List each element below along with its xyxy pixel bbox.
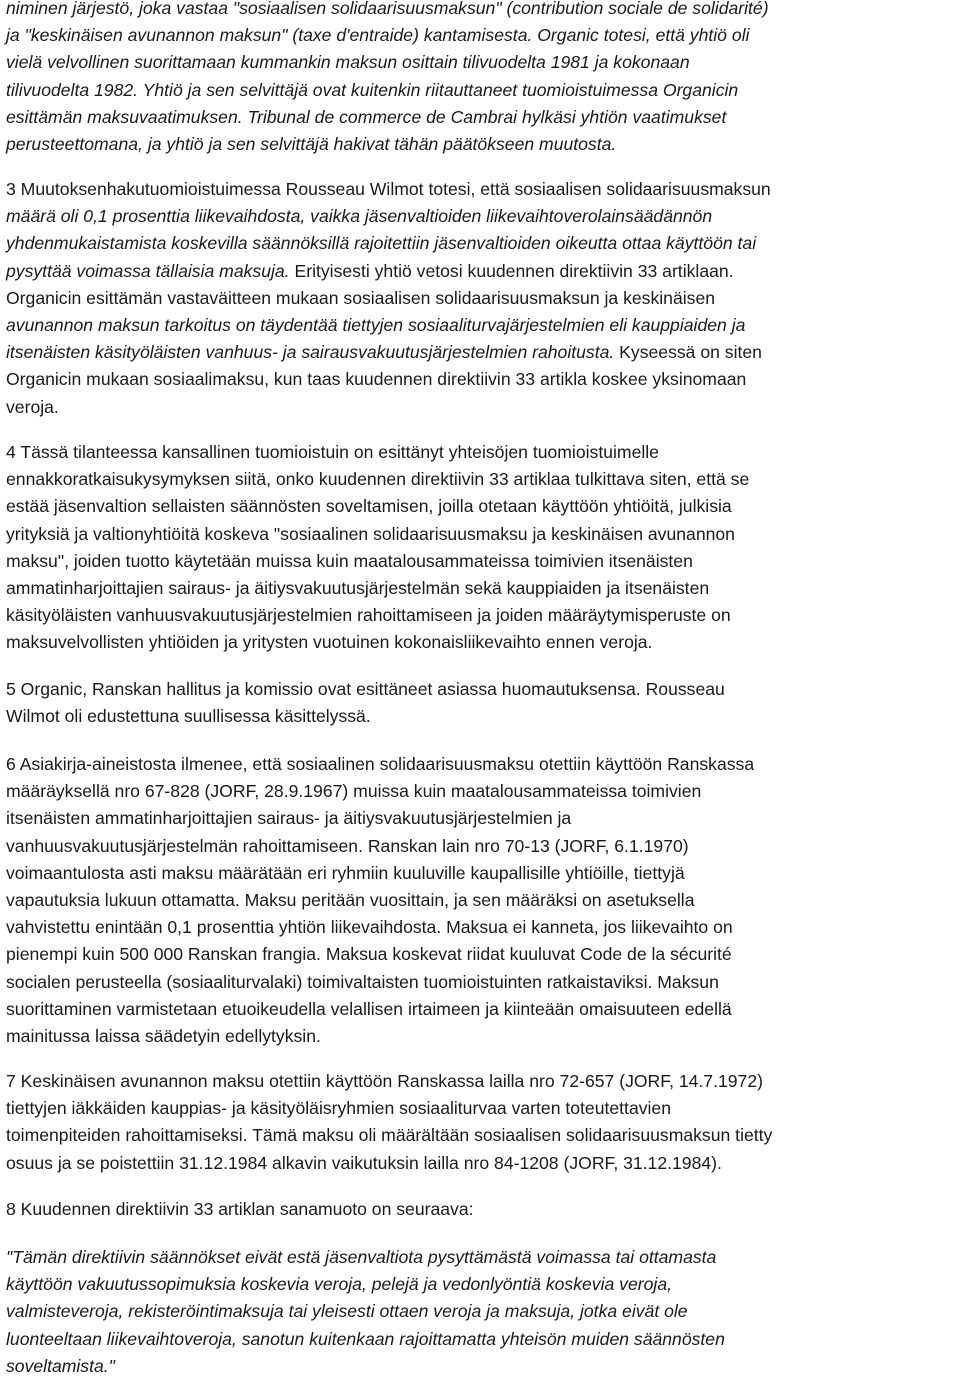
text-run: veroja. xyxy=(6,396,59,417)
text-run: Kyseessä on siten xyxy=(619,342,762,363)
paragraph-line xyxy=(6,394,771,421)
text-run: yrityksiä ja valtionyhtiöitä koskeva "sosiaalinen solidaarisuusmaksu ja keskinäisen avunannon xyxy=(6,523,735,544)
text-run: 6 Asiakirja-aineistosta ilmenee, että sosiaalinen solidaarisuusmaksu otettiin käyttöön Ranskassa xyxy=(6,754,755,774)
paragraph-p4 xyxy=(6,439,749,657)
text-run: tilivuodelta 1982. xyxy=(6,79,143,100)
text-run: perusteettomana, ja yhtiö ja sen selvittäjä hakivat tähän päätökseen muutosta. xyxy=(6,134,617,155)
text-run: suorittaminen varmistetaan etuoikeudella velallisen irtaimeen ja kiinteään omaisuuteen edellä xyxy=(6,998,732,1019)
text-run: itsenäisten ammatinharjoittajien sairaus- ja äitiysvakuutusjärjestelmien ja xyxy=(6,808,572,829)
text-run: pienempi kuin 500 000 Ranskan frangia. Maksua koskevat riidat kuuluvat Code de la sécurité xyxy=(6,944,732,965)
paragraph-line xyxy=(6,1298,725,1325)
paragraph-p3 xyxy=(6,176,771,421)
paragraph-line xyxy=(6,1353,725,1380)
paragraph-line xyxy=(6,285,771,312)
text-run: niminen järjestö, joka vastaa "sosiaalisen solidaarisuusmaksun" (contribution sociale de solidarité) xyxy=(6,0,769,18)
text-run: estää jäsenvaltion sellaisten säännösten soveltamisen, joilla otetaan käyttöön yhtiöitä, julkisia xyxy=(6,496,732,517)
text-run: "Tämän direktiivin säännökset eivät estä jäsenvaltiota pysyttämästä voimassa tai ottamasta xyxy=(6,1247,717,1267)
text-run: 7 Keskinäisen avunannon maksu otettiin käyttöön Ranskassa lailla nro 72-657 (JORF, 14.7.1972) xyxy=(6,1071,763,1091)
text-run: Organicin esittämän vastaväitteen mukaan sosiaalisen solidaarisuusmaksun ja keskinäisen xyxy=(6,287,716,308)
text-run: itsenäisten käsityöläisten vanhuus- ja sairausvakuutusjärjestelmien rahoitusta. xyxy=(6,342,620,363)
paragraph-line xyxy=(6,805,754,832)
text-run: 8 Kuudennen direktiivin 33 artiklan sanamuoto on seuraava: xyxy=(6,1199,474,1219)
paragraph-line xyxy=(6,1326,725,1353)
paragraph-line xyxy=(6,969,754,996)
text-run: Tribunal de commerce de Cambrai hylkäsi yhtiön vaatimukset xyxy=(247,106,727,127)
text-run: osuus ja se poistettiin 31.12.1984 alkavin vaikutuksin lailla nro 84-1208 (JORF, 31.12.1984). xyxy=(6,1152,722,1173)
text-run: ja "keskinäisen avunannon maksun" (taxe d'entraide) kantamisesta. Organic totesi, että yhtiö oli xyxy=(6,25,750,46)
paragraph-line xyxy=(6,1271,725,1298)
paragraph-p9 xyxy=(6,1244,725,1380)
paragraph-line xyxy=(6,439,749,466)
paragraph-line xyxy=(6,176,771,203)
text-run: tiettyjen iäkkäiden kauppias- ja käsityöläisryhmien sosiaaliturvaa varten toteutettavien xyxy=(6,1098,672,1119)
paragraph-line xyxy=(6,996,754,1023)
text-run: yhdenmukaistamista koskevilla säännöksillä rajoitettiin jäsenvaltioiden oikeutta ottaa käyttöön tai xyxy=(6,233,757,254)
paragraph-line xyxy=(6,751,754,778)
paragraph-line xyxy=(6,1095,772,1122)
paragraph-line xyxy=(6,104,769,131)
paragraph-line xyxy=(6,230,771,257)
text-run: voimaantulosta asti maksu määrätään eri ryhmiin kuuluville kaupallisille yhtiöille, tiettyjä xyxy=(6,862,685,883)
text-run: Wilmot oli edustettuna suullisessa käsittelyssä. xyxy=(6,706,371,727)
paragraph-line xyxy=(6,203,771,230)
text-run: vapautuksia lukuun ottamatta. Maksu peritään vuosittain, ja sen määräksi on asetuksella xyxy=(6,890,695,911)
text-run: vielä velvollinen suorittamaan kummankin maksun osittain tilivuodelta 1981 ja kokonaan xyxy=(6,52,690,73)
text-run: socialen perusteella (sosiaaliturvalaki) toimivaltaisten tuomioistuinten ratkaistaviksi. Maksun xyxy=(6,971,719,992)
paragraph-line xyxy=(6,0,769,22)
paragraph-line xyxy=(6,466,749,493)
text-run: maksuvelvollisten yhtiöiden ja yritysten vuotuinen kokonaisliikevaihto ennen veroja. xyxy=(6,632,653,653)
paragraph-line xyxy=(6,493,749,520)
paragraph-line xyxy=(6,548,749,575)
paragraph-line xyxy=(6,833,754,860)
paragraph-line xyxy=(6,49,769,76)
paragraph-line xyxy=(6,1122,772,1149)
text-run: luonteeltaan liikevaihtoveroja, sanotun kuitenkaan rajoittamatta yhteisön muiden säännösten xyxy=(6,1328,725,1349)
paragraph-line xyxy=(6,77,769,104)
text-run: soveltamista." xyxy=(6,1355,115,1376)
paragraph-p-intro xyxy=(6,0,769,158)
paragraph-line xyxy=(6,339,771,366)
text-run: 4 Tässä tilanteessa kansallinen tuomioistuin on esittänyt yhteisöjen tuomioistuimelle xyxy=(6,442,659,462)
paragraph-p5 xyxy=(6,676,725,730)
paragraph-line xyxy=(6,1023,754,1050)
text-run: Erityisesti yhtiö vetosi kuudennen direktiivin 33 artiklaan. xyxy=(294,260,734,281)
paragraph-p7 xyxy=(6,1068,772,1177)
text-run: vahvistettu enintään 0,1 prosenttia yhtiön liikevaihdosta. Maksua ei kanneta, jos liikevaihto on xyxy=(6,917,733,938)
text-run: mainitussa laissa säädetyin edellytyksin. xyxy=(6,1026,321,1047)
text-run: Organicin mukaan sosiaalimaksu, kun taas kuudennen direktiivin 33 artikla koskee yksinomaan xyxy=(6,369,747,390)
text-run: pysyttää voimassa tällaisia maksuja. xyxy=(6,260,295,281)
text-run: ammatinharjoittajien sairaus- ja äitiysvakuutusjärjestelmän sekä kauppiaiden ja itsenäisten xyxy=(6,578,710,599)
paragraph-line xyxy=(6,575,749,602)
text-run: Yhtiö ja sen selvittäjä ovat kuitenkin riitauttaneet tuomioistuimessa Organicin xyxy=(142,79,739,100)
text-run: avunannon maksun tarkoitus on täydentää tiettyjen sosiaaliturvajärjestelmien eli kauppiaiden ja xyxy=(6,315,746,336)
text-run: 5 Organic, Ranskan hallitus ja komissio ovat esittäneet asiassa huomautuksensa. Rousseau xyxy=(6,679,725,699)
text-run: maksu", joiden tuotto käytetään muissa kuin maatalousammateissa toimivien itsenäisten xyxy=(6,550,693,571)
paragraph-line xyxy=(6,521,749,548)
paragraph-line xyxy=(6,312,771,339)
text-run: esittämän maksuvaatimuksen. xyxy=(6,106,248,127)
paragraph-line xyxy=(6,131,769,158)
paragraph-line xyxy=(6,778,754,805)
paragraph-line xyxy=(6,914,754,941)
text-run: käsityöläisten vanhuusvakuutusjärjestelmien rahoittamiseen ja joiden määräytymisperuste on xyxy=(6,605,731,626)
paragraph-line xyxy=(6,258,771,285)
paragraph-line xyxy=(6,629,749,656)
paragraph-line xyxy=(6,887,754,914)
text-run: vanhuusvakuutusjärjestelmän rahoittamiseen. Ranskan lain nro 70-13 (JORF, 6.1.1970) xyxy=(6,835,689,856)
paragraph-p6 xyxy=(6,751,754,1050)
text-run: määrä oli 0,1 prosenttia liikevaihdosta, vaikka jäsenvaltioiden liikevaihtoverolainsäädännön xyxy=(6,206,713,227)
paragraph-p8 xyxy=(6,1196,474,1223)
paragraph-line xyxy=(6,1244,725,1271)
paragraph-line xyxy=(6,1196,474,1223)
text-run: 3 Muutoksenhakutuomioistuimessa Rousseau Wilmot totesi, että sosiaalisen solidaarisuusmaksun xyxy=(6,179,771,199)
paragraph-line xyxy=(6,22,769,49)
paragraph-line xyxy=(6,941,754,968)
paragraph-line xyxy=(6,1150,772,1177)
paragraph-line xyxy=(6,860,754,887)
paragraph-line xyxy=(6,703,725,730)
text-run: toimenpiteiden rahoittamiseksi. Tämä maksu oli määrältään sosiaalisen solidaarisuusmaksun tietty xyxy=(6,1125,773,1146)
paragraph-line xyxy=(6,1068,772,1095)
paragraph-line xyxy=(6,366,771,393)
paragraph-line xyxy=(6,602,749,629)
text-run: määräyksellä nro 67-828 (JORF, 28.9.1967) muissa kuin maatalousammateissa toimivien xyxy=(6,781,702,802)
text-run: käyttöön vakuutussopimuksia koskevia veroja, pelejä ja vedonlyöntiä koskevia veroja, xyxy=(6,1274,672,1295)
paragraph-line xyxy=(6,676,725,703)
text-run: valmisteveroja, rekisteröintimaksuja tai yleisesti ottaen veroja ja maksuja, jotka eivät ole xyxy=(6,1301,688,1322)
text-run: ennakkoratkaisukysymyksen siitä, onko kuudennen direktiivin 33 artiklaa tulkittava siten, että se xyxy=(6,469,750,490)
